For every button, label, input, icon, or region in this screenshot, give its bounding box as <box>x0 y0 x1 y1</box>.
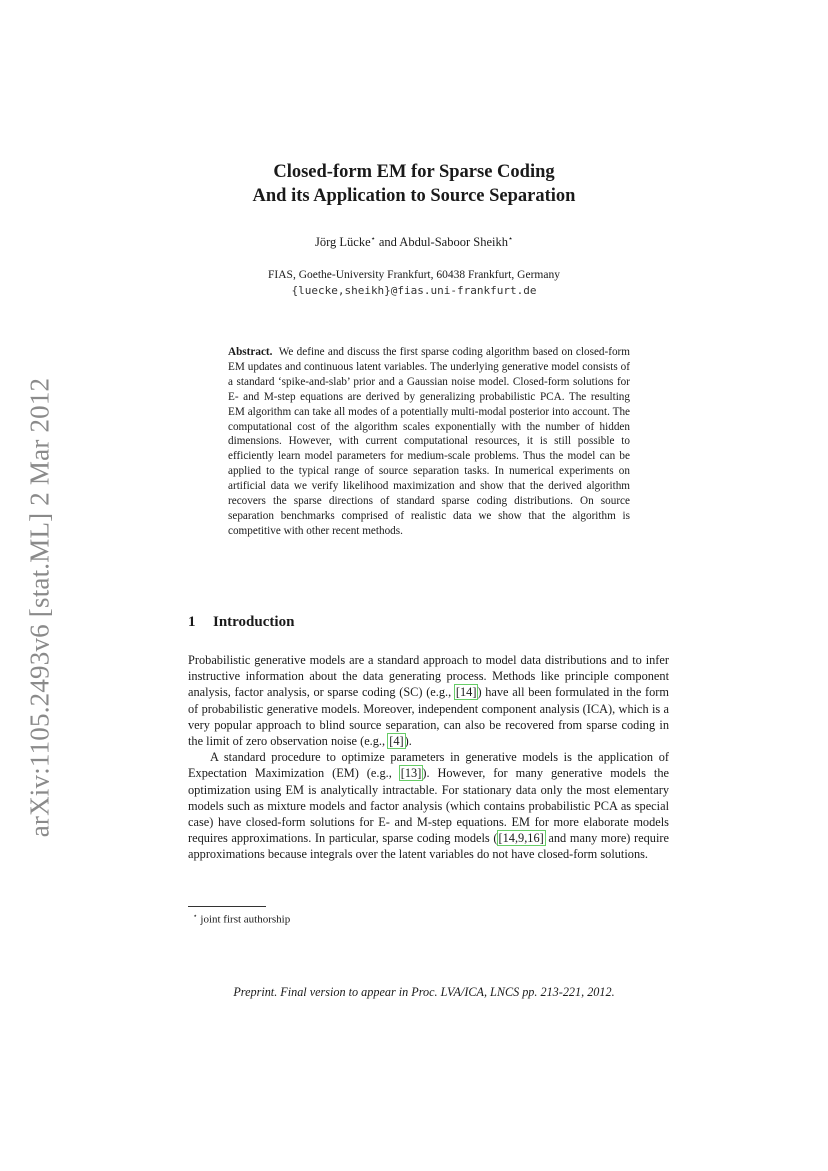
paragraph-text: ) have all been formulated in the form of probabilistic generative models. Moreover, independent component analysis (ICA), which is a very popular approach to blind source separation, can also be recovered from sparse coding in the limit of zero observation noise (e.g., <box>188 685 669 749</box>
paragraph-text: Probabilistic generative models are a standard approach to model data distributions and to infer instructive information about the data generating process. Methods like principle component analysis, factor analysis, or sparse coding (SC) (e.g., <box>188 653 669 700</box>
paragraph-text: A standard procedure to optimize parameters in generative models is the application of Expectation Maximization (EM) (e.g., <box>188 750 669 781</box>
section-number: 1 <box>188 614 196 630</box>
author-footnote-marker: ⋆ <box>370 234 376 243</box>
introduction-body <box>188 652 669 863</box>
footnote <box>193 912 290 926</box>
paper-title <box>0 160 828 208</box>
author-name: Abdul-Saboor Sheikh <box>399 235 508 250</box>
abstract-text: We define and discuss the first sparse coding algorithm based on closed-form EM updates and continuous latent variables. The underlying generative model consists of a standard ‘spike-and-slab’ prior and a Gaussian noise model. Closed-form solutions for E- and M-step equations are derived by generalizing probabilistic PCA. The resulting EM algorithm can take all modes of a potentially multi-modal posterior into account. The computational cost of the algorithm scales exponentially with the number of hidden dimensions. However, with current computational resources, it is still possible to efficiently learn model parameters for medium-scale problems. Thus the model can be applied to the typical range of source separation tasks. In numerical experiments on artificial data we verify likelihood maximization and show that the derived algorithm recovers the sparse directions of standard sparse coding distributions. On source separation benchmarks comprised of realistic data we show that the algorithm is competitive with other recent methods. <box>228 346 630 537</box>
author-email: {luecke,sheikh}@fias.uni-frankfurt.de <box>291 284 537 297</box>
paper-title-line-2: And its Application to Source Separation <box>252 186 576 206</box>
footnote-text: joint first authorship <box>200 913 291 926</box>
author-name: Jörg Lücke <box>315 235 371 250</box>
author-list <box>0 234 828 250</box>
paragraph <box>188 749 669 862</box>
paragraph-text: ). However, for many generative models the optimization using EM is analytically intractable. For stationary data only the most elementary models such as mixture models and factor analysis (which contains probabilistic PCA as special case) have closed-form solutions for E- and M-step equations. EM for more elaborate models requires approximations. In particular, sparse coding models ( <box>188 766 669 846</box>
preprint-note: Preprint. Final version to appear in Proc. LVA/ICA, LNCS pp. 213-221, 2012. <box>233 985 615 999</box>
section-title: Introduction <box>213 614 295 630</box>
affiliation-institute: FIAS, Goethe-University Frankfurt, 60438 Frankfurt, Germany <box>268 269 560 281</box>
citation-link[interactable]: [14] <box>455 685 477 700</box>
arxiv-identifier-stamp <box>22 365 58 850</box>
paper-title-line-1: Closed-form EM for Sparse Coding <box>273 162 555 182</box>
paragraph-text: and many more) require approximations because integrals over the latent variables do not have closed-form solutions. <box>188 831 669 862</box>
abstract-label: Abstract. <box>228 346 273 358</box>
author-conjunction: and <box>375 235 400 250</box>
abstract <box>228 345 630 539</box>
section-heading <box>188 614 294 631</box>
citation-link[interactable]: [14,9,16] <box>498 831 544 846</box>
author-footnote-marker: ⋆ <box>507 234 513 243</box>
citation-link[interactable]: [13] <box>400 766 422 781</box>
paragraph <box>188 652 669 749</box>
affiliation-block <box>0 267 828 299</box>
arxiv-identifier-text: arXiv:1105.2493v6 [stat.ML] 2 Mar 2012 <box>24 377 55 838</box>
footnote-divider <box>188 906 266 907</box>
citation-link[interactable]: [4] <box>389 734 404 749</box>
paragraph-text: ). <box>404 734 412 749</box>
footnote-marker: ⋆ <box>193 912 198 920</box>
